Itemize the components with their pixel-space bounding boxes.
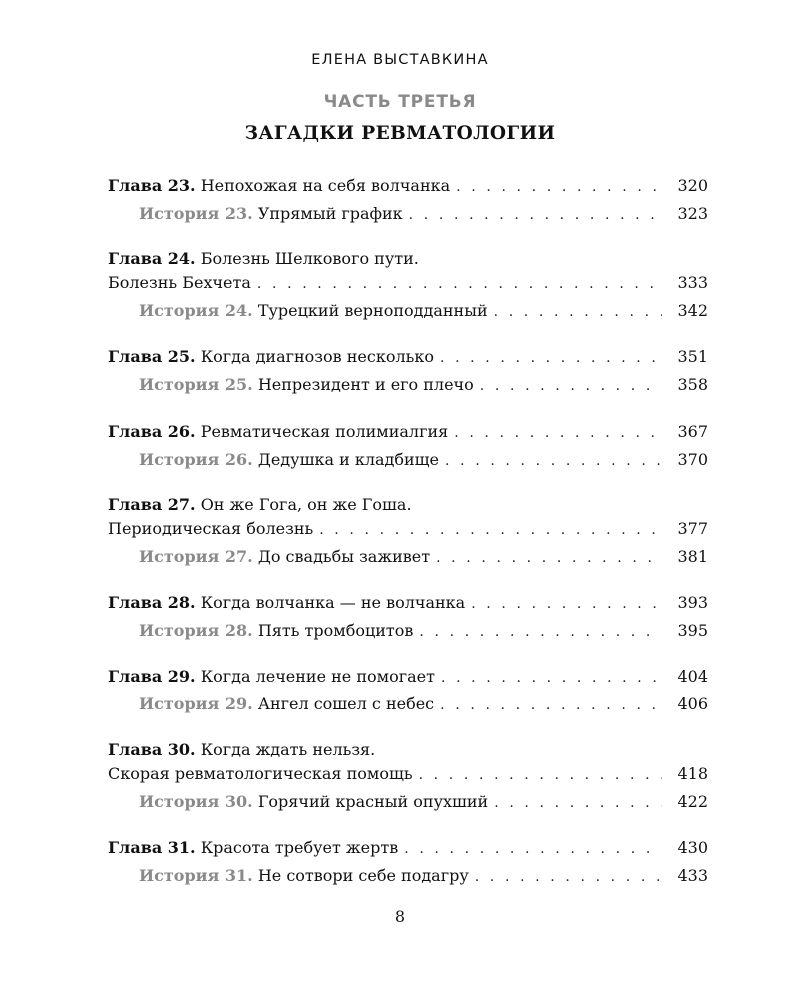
page-number: 381	[677, 547, 708, 566]
story-title: До свадьбы заживет	[257, 547, 431, 566]
chapter-label: Глава 29.	[108, 667, 196, 686]
toc-story-25	[139, 374, 708, 396]
page-number: 351	[677, 347, 708, 366]
toc-story-28	[139, 620, 708, 642]
chapter-title: Когда лечение не помогает	[200, 667, 435, 686]
chapter-label: Глава 24.	[108, 249, 196, 268]
chapter-title: Красота требует жертв	[200, 838, 399, 857]
chapter-title-continued: Болезнь Бехчета	[108, 273, 251, 292]
chapter-label: Глава 25.	[108, 347, 196, 366]
story-title: Не сотвори себе подагру	[257, 866, 469, 885]
page-number: 367	[677, 422, 708, 441]
page-number: 370	[677, 450, 708, 469]
page-number: 404	[677, 667, 708, 686]
story-title: Дедушка и кладбище	[257, 450, 440, 469]
dot-leader	[319, 519, 662, 541]
dot-leader	[445, 450, 662, 472]
toc-chapter-28	[108, 592, 708, 614]
toc-chapter-26	[108, 421, 708, 443]
dot-leader	[440, 347, 662, 369]
chapter-title: Когда диагнозов несколько	[200, 347, 434, 366]
story-label: История 23.	[139, 204, 253, 223]
page-number: 320	[677, 176, 708, 195]
chapter-label: Глава 30.	[108, 740, 196, 759]
page-number: 418	[677, 764, 708, 783]
dot-leader	[441, 667, 662, 689]
toc-chapter-27	[108, 494, 708, 516]
dot-leader	[471, 593, 662, 615]
story-label: История 31.	[139, 866, 253, 885]
toc-chapter-30	[108, 739, 708, 761]
part-label: ЧАСТЬ ТРЕТЬЯ	[323, 92, 477, 112]
story-title: Непрезидент и его плечо	[257, 375, 474, 394]
toc-story-23	[139, 203, 708, 225]
dot-leader	[454, 422, 662, 444]
toc-chapter-24	[108, 248, 708, 270]
dot-leader	[494, 792, 662, 814]
dot-leader	[409, 204, 662, 226]
chapter-title: Когда ждать нельзя.	[200, 740, 376, 759]
part-title: ЗАГАДКИ РЕВМАТОЛОГИИ	[244, 123, 556, 144]
chapter-label: Глава 27.	[108, 495, 196, 514]
toc-chapter-30-cont	[108, 763, 708, 785]
story-title: Ангел сошел с небес	[257, 694, 435, 713]
story-title: Пять тромбоцитов	[257, 621, 414, 640]
page-number: 395	[677, 621, 708, 640]
chapter-label: Глава 28.	[108, 593, 196, 612]
page-number: 393	[677, 593, 708, 612]
toc-chapter-31	[108, 837, 708, 859]
running-header-author: ЕЛЕНА ВЫСТАВКИНА	[311, 52, 489, 68]
chapter-title: Болезнь Шелкового пути.	[200, 249, 419, 268]
page-number: 333	[677, 273, 708, 292]
chapter-title: Когда волчанка — не волчанка	[200, 593, 466, 612]
page-number: 406	[677, 694, 708, 713]
page-folio-number: 8	[394, 907, 406, 926]
chapter-label: Глава 23.	[108, 176, 196, 195]
chapter-title-continued: Периодическая болезнь	[108, 519, 314, 538]
page-number: 323	[677, 204, 708, 223]
page-number: 377	[677, 519, 708, 538]
story-label: История 25.	[139, 375, 253, 394]
dot-leader	[404, 838, 662, 860]
story-title: Горячий красный опухший	[257, 792, 489, 811]
page-number: 433	[677, 866, 708, 885]
toc-story-29	[139, 693, 708, 715]
dot-leader	[494, 301, 662, 323]
story-label: История 30.	[139, 792, 253, 811]
toc-story-24	[139, 300, 708, 322]
dot-leader	[257, 273, 662, 295]
dot-leader	[419, 764, 662, 786]
page-number: 430	[677, 838, 708, 857]
dot-leader	[475, 866, 662, 888]
story-label: История 29.	[139, 694, 253, 713]
toc-chapter-29	[108, 666, 708, 688]
chapter-title: Ревматическая полимиалгия	[200, 422, 449, 441]
toc-chapter-25	[108, 346, 708, 368]
toc-chapter-27-cont	[108, 518, 708, 540]
dot-leader	[419, 621, 662, 643]
toc-story-30	[139, 791, 708, 813]
story-label: История 28.	[139, 621, 253, 640]
page-number: 342	[677, 301, 708, 320]
page-number: 422	[677, 792, 708, 811]
story-label: История 26.	[139, 450, 253, 469]
dot-leader	[480, 375, 662, 397]
toc-story-26	[139, 449, 708, 471]
story-label: История 27.	[139, 547, 253, 566]
page-number: 358	[677, 375, 708, 394]
chapter-label: Глава 31.	[108, 838, 196, 857]
toc-chapter-24-cont	[108, 272, 708, 294]
toc-story-31	[139, 865, 708, 887]
chapter-title-continued: Скорая ревматологическая помощь	[108, 764, 413, 783]
story-title: Упрямый график	[257, 204, 403, 223]
chapter-title: Непохожая на себя волчанка	[200, 176, 451, 195]
toc-story-27	[139, 546, 708, 568]
story-label: История 24.	[139, 301, 253, 320]
dot-leader	[440, 694, 662, 716]
chapter-title: Он же Гога, он же Гоша.	[200, 495, 412, 514]
toc-chapter-23	[108, 175, 708, 197]
dot-leader	[456, 176, 662, 198]
story-title: Турецкий верноподданный	[257, 301, 488, 320]
chapter-label: Глава 26.	[108, 422, 196, 441]
dot-leader	[436, 547, 662, 569]
